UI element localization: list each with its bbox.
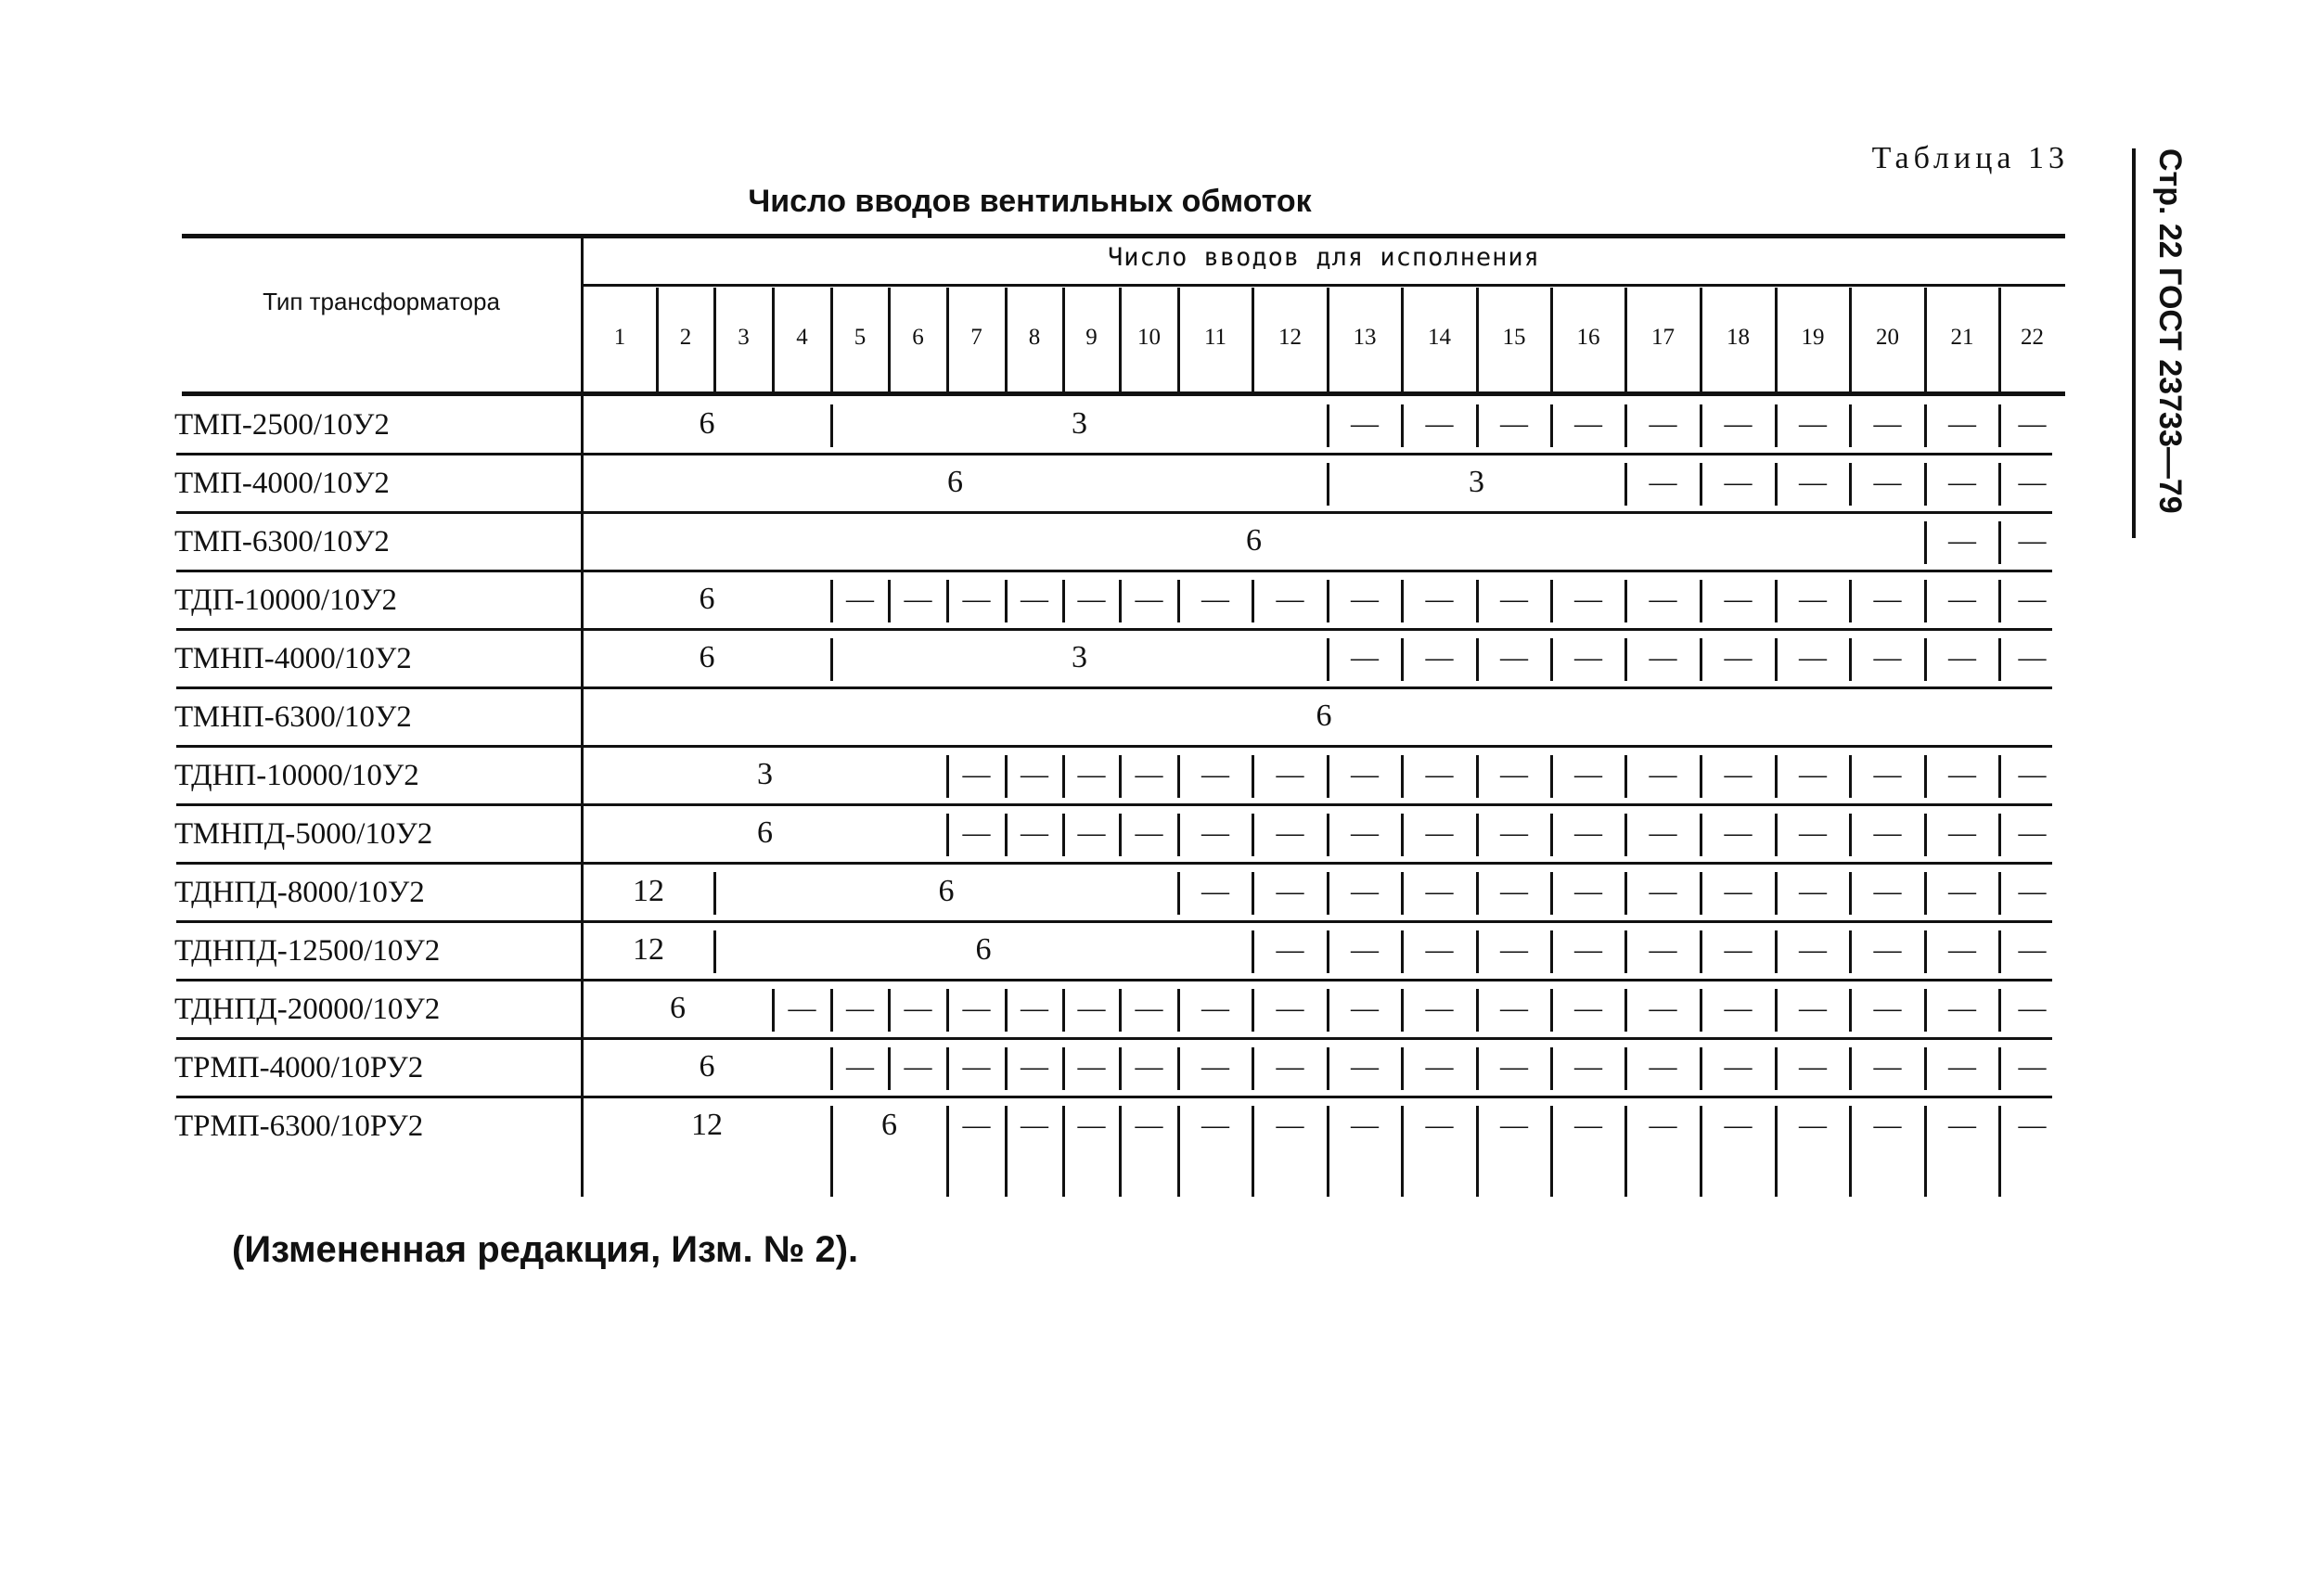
inputs-count-cell: 12 [691, 1108, 723, 1142]
table-title: Число вводов вентильных обмоток [748, 184, 1312, 219]
not-applicable-dash: — [962, 759, 991, 789]
not-applicable-dash: — [1500, 408, 1528, 439]
column-number: 12 [1278, 325, 1302, 350]
column-number: 17 [1651, 325, 1675, 350]
inputs-count-cell: 6 [881, 1108, 897, 1142]
column-number: 18 [1727, 325, 1750, 350]
not-applicable-dash: — [1873, 876, 1902, 906]
not-applicable-dash: — [962, 584, 991, 614]
not-applicable-dash: — [1351, 876, 1379, 906]
column-number: 13 [1353, 325, 1377, 350]
not-applicable-dash: — [1873, 642, 1902, 673]
row-divider [176, 745, 2052, 748]
not-applicable-dash: — [1649, 993, 1677, 1023]
not-applicable-dash: — [1021, 993, 1048, 1023]
not-applicable-dash: — [1351, 1110, 1379, 1140]
inputs-count-cell: 6 [670, 991, 686, 1025]
not-applicable-dash: — [1276, 1110, 1304, 1140]
row-divider [176, 1037, 2052, 1040]
not-applicable-dash: — [1351, 934, 1379, 965]
inputs-count-cell: 6 [699, 1049, 715, 1084]
not-applicable-dash: — [1649, 876, 1677, 906]
page-header-gost: Стр. 22 ГОСТ 23733—79 [2152, 148, 2188, 514]
not-applicable-dash: — [1574, 408, 1602, 439]
row-transformer-type: ТМП-4000/10У2 [174, 467, 390, 500]
not-applicable-dash: — [1135, 1110, 1163, 1140]
not-applicable-dash: — [962, 1051, 991, 1082]
row-transformer-type: ТМП-2500/10У2 [174, 408, 390, 442]
not-applicable-dash: — [1574, 934, 1602, 965]
not-applicable-dash: — [1799, 642, 1827, 673]
table-number: Таблица 13 [1871, 141, 2069, 175]
not-applicable-dash: — [1948, 1051, 1976, 1082]
not-applicable-dash: — [1574, 1051, 1602, 1082]
column-number: 22 [2021, 325, 2044, 350]
not-applicable-dash: — [1799, 1110, 1827, 1140]
not-applicable-dash: — [1425, 993, 1454, 1023]
not-applicable-dash: — [1799, 759, 1827, 789]
not-applicable-dash: — [1500, 759, 1528, 789]
not-applicable-dash: — [1873, 1051, 1902, 1082]
not-applicable-dash: — [1948, 817, 1976, 848]
not-applicable-dash: — [2018, 408, 2047, 439]
column-number: 7 [970, 325, 982, 350]
not-applicable-dash: — [1724, 1110, 1753, 1140]
not-applicable-dash: — [1351, 993, 1379, 1023]
row-transformer-type: ТДНПД-12500/10У2 [174, 934, 441, 968]
not-applicable-dash: — [1351, 642, 1379, 673]
inputs-count-cell: 6 [1246, 523, 1262, 558]
not-applicable-dash: — [962, 1110, 991, 1140]
row-transformer-type: ТМНП-4000/10У2 [174, 642, 412, 675]
row-divider [176, 686, 2052, 689]
not-applicable-dash: — [1500, 584, 1528, 614]
column-number: 15 [1502, 325, 1526, 350]
column-number: 10 [1137, 325, 1161, 350]
not-applicable-dash: — [1021, 759, 1048, 789]
not-applicable-dash: — [1724, 993, 1753, 1023]
not-applicable-dash: — [1201, 759, 1229, 789]
column-number: 4 [796, 325, 808, 350]
row-transformer-type: ТДНПД-8000/10У2 [174, 876, 425, 909]
not-applicable-dash: — [1425, 1051, 1454, 1082]
inputs-count-cell: 6 [1316, 699, 1332, 733]
not-applicable-dash: — [1500, 934, 1528, 965]
not-applicable-dash: — [1649, 1051, 1677, 1082]
type-column-header: Тип трансформатора [263, 288, 500, 315]
not-applicable-dash: — [2018, 1110, 2047, 1140]
not-applicable-dash: — [1649, 934, 1677, 965]
not-applicable-dash: — [1425, 1110, 1454, 1140]
not-applicable-dash: — [1135, 1051, 1163, 1082]
row-divider [176, 920, 2052, 923]
not-applicable-dash: — [962, 993, 991, 1023]
not-applicable-dash: — [1724, 467, 1753, 497]
row-transformer-type: ТДНП-10000/10У2 [174, 759, 419, 792]
not-applicable-dash: — [1351, 584, 1379, 614]
not-applicable-dash: — [1500, 1051, 1528, 1082]
not-applicable-dash: — [1276, 934, 1304, 965]
not-applicable-dash: — [2018, 934, 2047, 965]
inputs-count-cell: 3 [1469, 465, 1484, 499]
not-applicable-dash: — [1574, 642, 1602, 673]
column-number: 6 [912, 325, 924, 350]
not-applicable-dash: — [1799, 934, 1827, 965]
not-applicable-dash: — [846, 993, 874, 1023]
not-applicable-dash: — [1724, 817, 1753, 848]
row-divider [176, 628, 2052, 631]
not-applicable-dash: — [1425, 876, 1454, 906]
not-applicable-dash: — [1948, 525, 1976, 556]
not-applicable-dash: — [1873, 759, 1902, 789]
not-applicable-dash: — [904, 993, 932, 1023]
row-transformer-type: ТРМП-6300/10РУ2 [174, 1110, 424, 1143]
inputs-count-cell: 6 [699, 640, 715, 674]
not-applicable-dash: — [1799, 993, 1827, 1023]
column-number: 20 [1876, 325, 1899, 350]
row-transformer-type: ТМНПД-5000/10У2 [174, 817, 433, 851]
row-divider [176, 511, 2052, 514]
not-applicable-dash: — [1948, 408, 1976, 439]
footnote-revision: (Измененная редакция, Изм. № 2). [232, 1229, 859, 1270]
not-applicable-dash: — [1276, 584, 1304, 614]
inputs-count-cell: 6 [938, 874, 955, 908]
not-applicable-dash: — [1077, 993, 1106, 1023]
inputs-count-cell: 6 [757, 815, 773, 850]
column-number: 16 [1576, 325, 1600, 350]
not-applicable-dash: — [1351, 1051, 1379, 1082]
not-applicable-dash: — [1021, 1110, 1048, 1140]
not-applicable-dash: — [1500, 642, 1528, 673]
not-applicable-dash: — [1948, 584, 1976, 614]
inputs-count-cell: 3 [1072, 406, 1087, 441]
not-applicable-dash: — [1500, 817, 1528, 848]
not-applicable-dash: — [2018, 876, 2047, 906]
not-applicable-dash: — [2018, 467, 2047, 497]
not-applicable-dash: — [1276, 876, 1304, 906]
not-applicable-dash: — [1201, 876, 1229, 906]
not-applicable-dash: — [2018, 993, 2047, 1023]
inputs-count-cell: 3 [757, 757, 773, 791]
inputs-count-cell: 12 [633, 932, 664, 967]
column-number: 1 [613, 325, 626, 350]
not-applicable-dash: — [2018, 642, 2047, 673]
not-applicable-dash: — [904, 1051, 932, 1082]
inputs-group-header: Число вводов для исполнения [1108, 243, 1540, 272]
not-applicable-dash: — [904, 584, 932, 614]
row-divider [176, 570, 2052, 572]
not-applicable-dash: — [1873, 993, 1902, 1023]
column-number: 2 [679, 325, 692, 350]
not-applicable-dash: — [1873, 817, 1902, 848]
row-transformer-type: ТМНП-6300/10У2 [174, 700, 412, 734]
not-applicable-dash: — [1021, 1051, 1048, 1082]
row-divider [176, 862, 2052, 865]
not-applicable-dash: — [846, 1051, 874, 1082]
not-applicable-dash: — [1799, 876, 1827, 906]
not-applicable-dash: — [1649, 408, 1677, 439]
inputs-count-cell: 6 [975, 932, 992, 967]
column-number: 14 [1428, 325, 1451, 350]
not-applicable-dash: — [1077, 1051, 1106, 1082]
not-applicable-dash: — [1649, 584, 1677, 614]
column-number: 5 [854, 325, 867, 350]
not-applicable-dash: — [1500, 993, 1528, 1023]
not-applicable-dash: — [2018, 759, 2047, 789]
column-number: 11 [1203, 325, 1227, 350]
not-applicable-dash: — [1724, 642, 1753, 673]
not-applicable-dash: — [1276, 759, 1304, 789]
not-applicable-dash: — [1574, 876, 1602, 906]
not-applicable-dash: — [1799, 1051, 1827, 1082]
not-applicable-dash: — [2018, 525, 2047, 556]
not-applicable-dash: — [1201, 1110, 1229, 1140]
inputs-count-cell: 12 [633, 874, 664, 908]
not-applicable-dash: — [1201, 1051, 1229, 1082]
inputs-count-cell: 6 [947, 465, 963, 499]
column-number: 3 [738, 325, 750, 350]
table-top-rule [182, 234, 2065, 238]
not-applicable-dash: — [1500, 1110, 1528, 1140]
not-applicable-dash: — [1799, 408, 1827, 439]
not-applicable-dash: — [1948, 934, 1976, 965]
not-applicable-dash: — [1021, 584, 1048, 614]
not-applicable-dash: — [2018, 584, 2047, 614]
not-applicable-dash: — [1574, 584, 1602, 614]
not-applicable-dash: — [1351, 817, 1379, 848]
not-applicable-dash: — [1201, 584, 1229, 614]
row-transformer-type: ТМП-6300/10У2 [174, 525, 390, 558]
group-header-rule [583, 284, 2065, 287]
not-applicable-dash: — [962, 817, 991, 848]
not-applicable-dash: — [2018, 1051, 2047, 1082]
not-applicable-dash: — [1574, 817, 1602, 848]
column-number: 8 [1028, 325, 1041, 350]
not-applicable-dash: — [1135, 993, 1163, 1023]
column-number: 21 [1950, 325, 1974, 350]
not-applicable-dash: — [1724, 408, 1753, 439]
row-divider [176, 453, 2052, 455]
table-header-rule [182, 391, 2065, 396]
not-applicable-dash: — [1873, 934, 1902, 965]
row-transformer-type: ТДНПД-20000/10У2 [174, 993, 441, 1026]
not-applicable-dash: — [1724, 876, 1753, 906]
not-applicable-dash: — [1948, 876, 1976, 906]
not-applicable-dash: — [1948, 642, 1976, 673]
inputs-count-cell: 6 [699, 582, 715, 616]
not-applicable-dash: — [1948, 993, 1976, 1023]
not-applicable-dash: — [1201, 817, 1229, 848]
not-applicable-dash: — [1077, 584, 1106, 614]
not-applicable-dash: — [1425, 408, 1454, 439]
not-applicable-dash: — [846, 584, 874, 614]
not-applicable-dash: — [1276, 993, 1304, 1023]
inputs-count-cell: 6 [699, 406, 715, 441]
not-applicable-dash: — [1425, 584, 1454, 614]
row-transformer-type: ТРМП-4000/10РУ2 [174, 1051, 424, 1084]
not-applicable-dash: — [1077, 1110, 1106, 1140]
not-applicable-dash: — [1077, 817, 1106, 848]
not-applicable-dash: — [1500, 876, 1528, 906]
not-applicable-dash: — [1574, 993, 1602, 1023]
not-applicable-dash: — [1948, 1110, 1976, 1140]
not-applicable-dash: — [1425, 642, 1454, 673]
not-applicable-dash: — [2018, 817, 2047, 848]
not-applicable-dash: — [1649, 1110, 1677, 1140]
not-applicable-dash: — [1799, 467, 1827, 497]
not-applicable-dash: — [788, 993, 816, 1023]
not-applicable-dash: — [1425, 817, 1454, 848]
column-number: 9 [1085, 325, 1098, 350]
not-applicable-dash: — [1574, 1110, 1602, 1140]
not-applicable-dash: — [1873, 584, 1902, 614]
not-applicable-dash: — [1425, 759, 1454, 789]
not-applicable-dash: — [1135, 817, 1163, 848]
column-number: 19 [1801, 325, 1825, 350]
not-applicable-dash: — [1948, 467, 1976, 497]
row-divider [176, 1096, 2052, 1098]
not-applicable-dash: — [1649, 642, 1677, 673]
not-applicable-dash: — [1135, 759, 1163, 789]
row-divider [176, 803, 2052, 806]
not-applicable-dash: — [1276, 1051, 1304, 1082]
not-applicable-dash: — [1948, 759, 1976, 789]
not-applicable-dash: — [1574, 759, 1602, 789]
not-applicable-dash: — [1873, 467, 1902, 497]
row-divider [176, 979, 2052, 981]
not-applicable-dash: — [1201, 993, 1229, 1023]
not-applicable-dash: — [1724, 584, 1753, 614]
not-applicable-dash: — [1351, 408, 1379, 439]
not-applicable-dash: — [1276, 817, 1304, 848]
row-transformer-type: ТДП-10000/10У2 [174, 584, 397, 617]
not-applicable-dash: — [1724, 934, 1753, 965]
not-applicable-dash: — [1724, 759, 1753, 789]
not-applicable-dash: — [1799, 817, 1827, 848]
not-applicable-dash: — [1021, 817, 1048, 848]
not-applicable-dash: — [1649, 467, 1677, 497]
not-applicable-dash: — [1135, 584, 1163, 614]
not-applicable-dash: — [1873, 408, 1902, 439]
not-applicable-dash: — [1649, 759, 1677, 789]
not-applicable-dash: — [1425, 934, 1454, 965]
not-applicable-dash: — [1649, 817, 1677, 848]
not-applicable-dash: — [1351, 759, 1379, 789]
not-applicable-dash: — [1873, 1110, 1902, 1140]
inputs-count-cell: 3 [1072, 640, 1087, 674]
not-applicable-dash: — [1077, 759, 1106, 789]
not-applicable-dash: — [1724, 1051, 1753, 1082]
not-applicable-dash: — [1799, 584, 1827, 614]
